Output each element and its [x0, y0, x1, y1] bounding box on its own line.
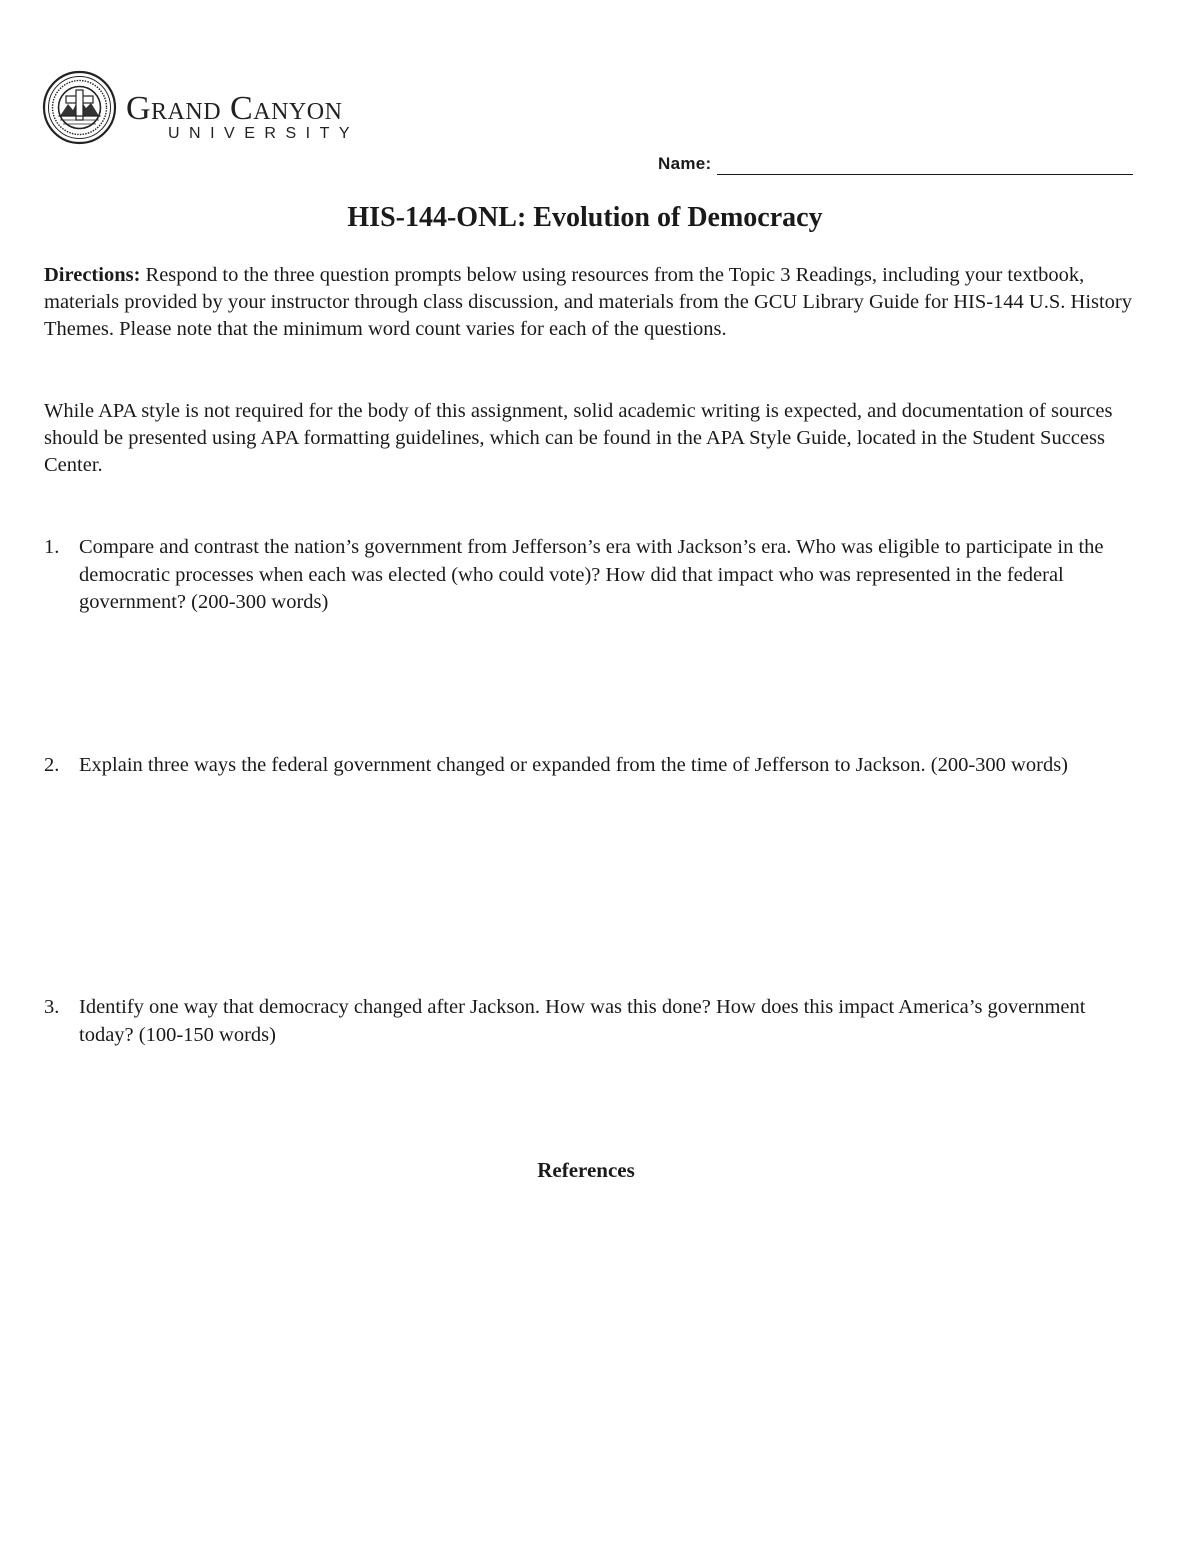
directions-text: Respond to the three question prompts below using resources from the Topic 3 Readings, including your textbook, materials provided by your instructor through class discussion, and materials from the GCU Library Guide for HIS-144 U.S. History Themes. Please note that the minimum word count varies for each of the questions.: [44, 264, 1133, 340]
question-2: [44, 752, 1139, 780]
question-number: 2.: [44, 754, 60, 776]
question-number: 3.: [44, 996, 60, 1018]
references-heading: References: [537, 1158, 635, 1182]
directions-paragraph: [44, 262, 1139, 343]
question-text: Explain three ways the federal government changed or expanded from the time of Jefferson to Jackson. (200-300 words): [79, 754, 1068, 776]
university-seal-icon: [42, 70, 117, 145]
name-label: Name:: [658, 154, 712, 173]
name-field: [658, 151, 1133, 175]
university-logo: [42, 70, 387, 148]
apa-note-paragraph: While APA style is not required for the body of this assignment, solid academic writing is expected, and documentation of sources should be presented using APA formatting guidelines, which can be found in the APA Style Guide, located in the Student Success Center.: [44, 400, 1113, 476]
directions-label: Directions:: [44, 264, 141, 286]
question-1: [44, 534, 1139, 617]
question-text: Compare and contrast the nation’s government from Jefferson’s era with Jackson’s era. Who was eligible to participate in the democratic processes when each was elected (who could vote)? How did that impact who was represented in the federal government? (200-300 words): [79, 536, 1104, 613]
logo-wordmark-line2: UNIVERSITY: [168, 125, 360, 142]
question-3: [44, 994, 1139, 1049]
question-text: Identify one way that democracy changed after Jackson. How was this done? How does this impact America’s government today? (100-150 words): [79, 996, 1086, 1046]
question-number: 1.: [44, 536, 60, 558]
document-title: HIS-144-ONL: Evolution of Democracy: [347, 202, 823, 233]
name-blank-line[interactable]: [717, 154, 1133, 175]
logo-wordmark-line1: Grand Canyon: [126, 90, 343, 127]
